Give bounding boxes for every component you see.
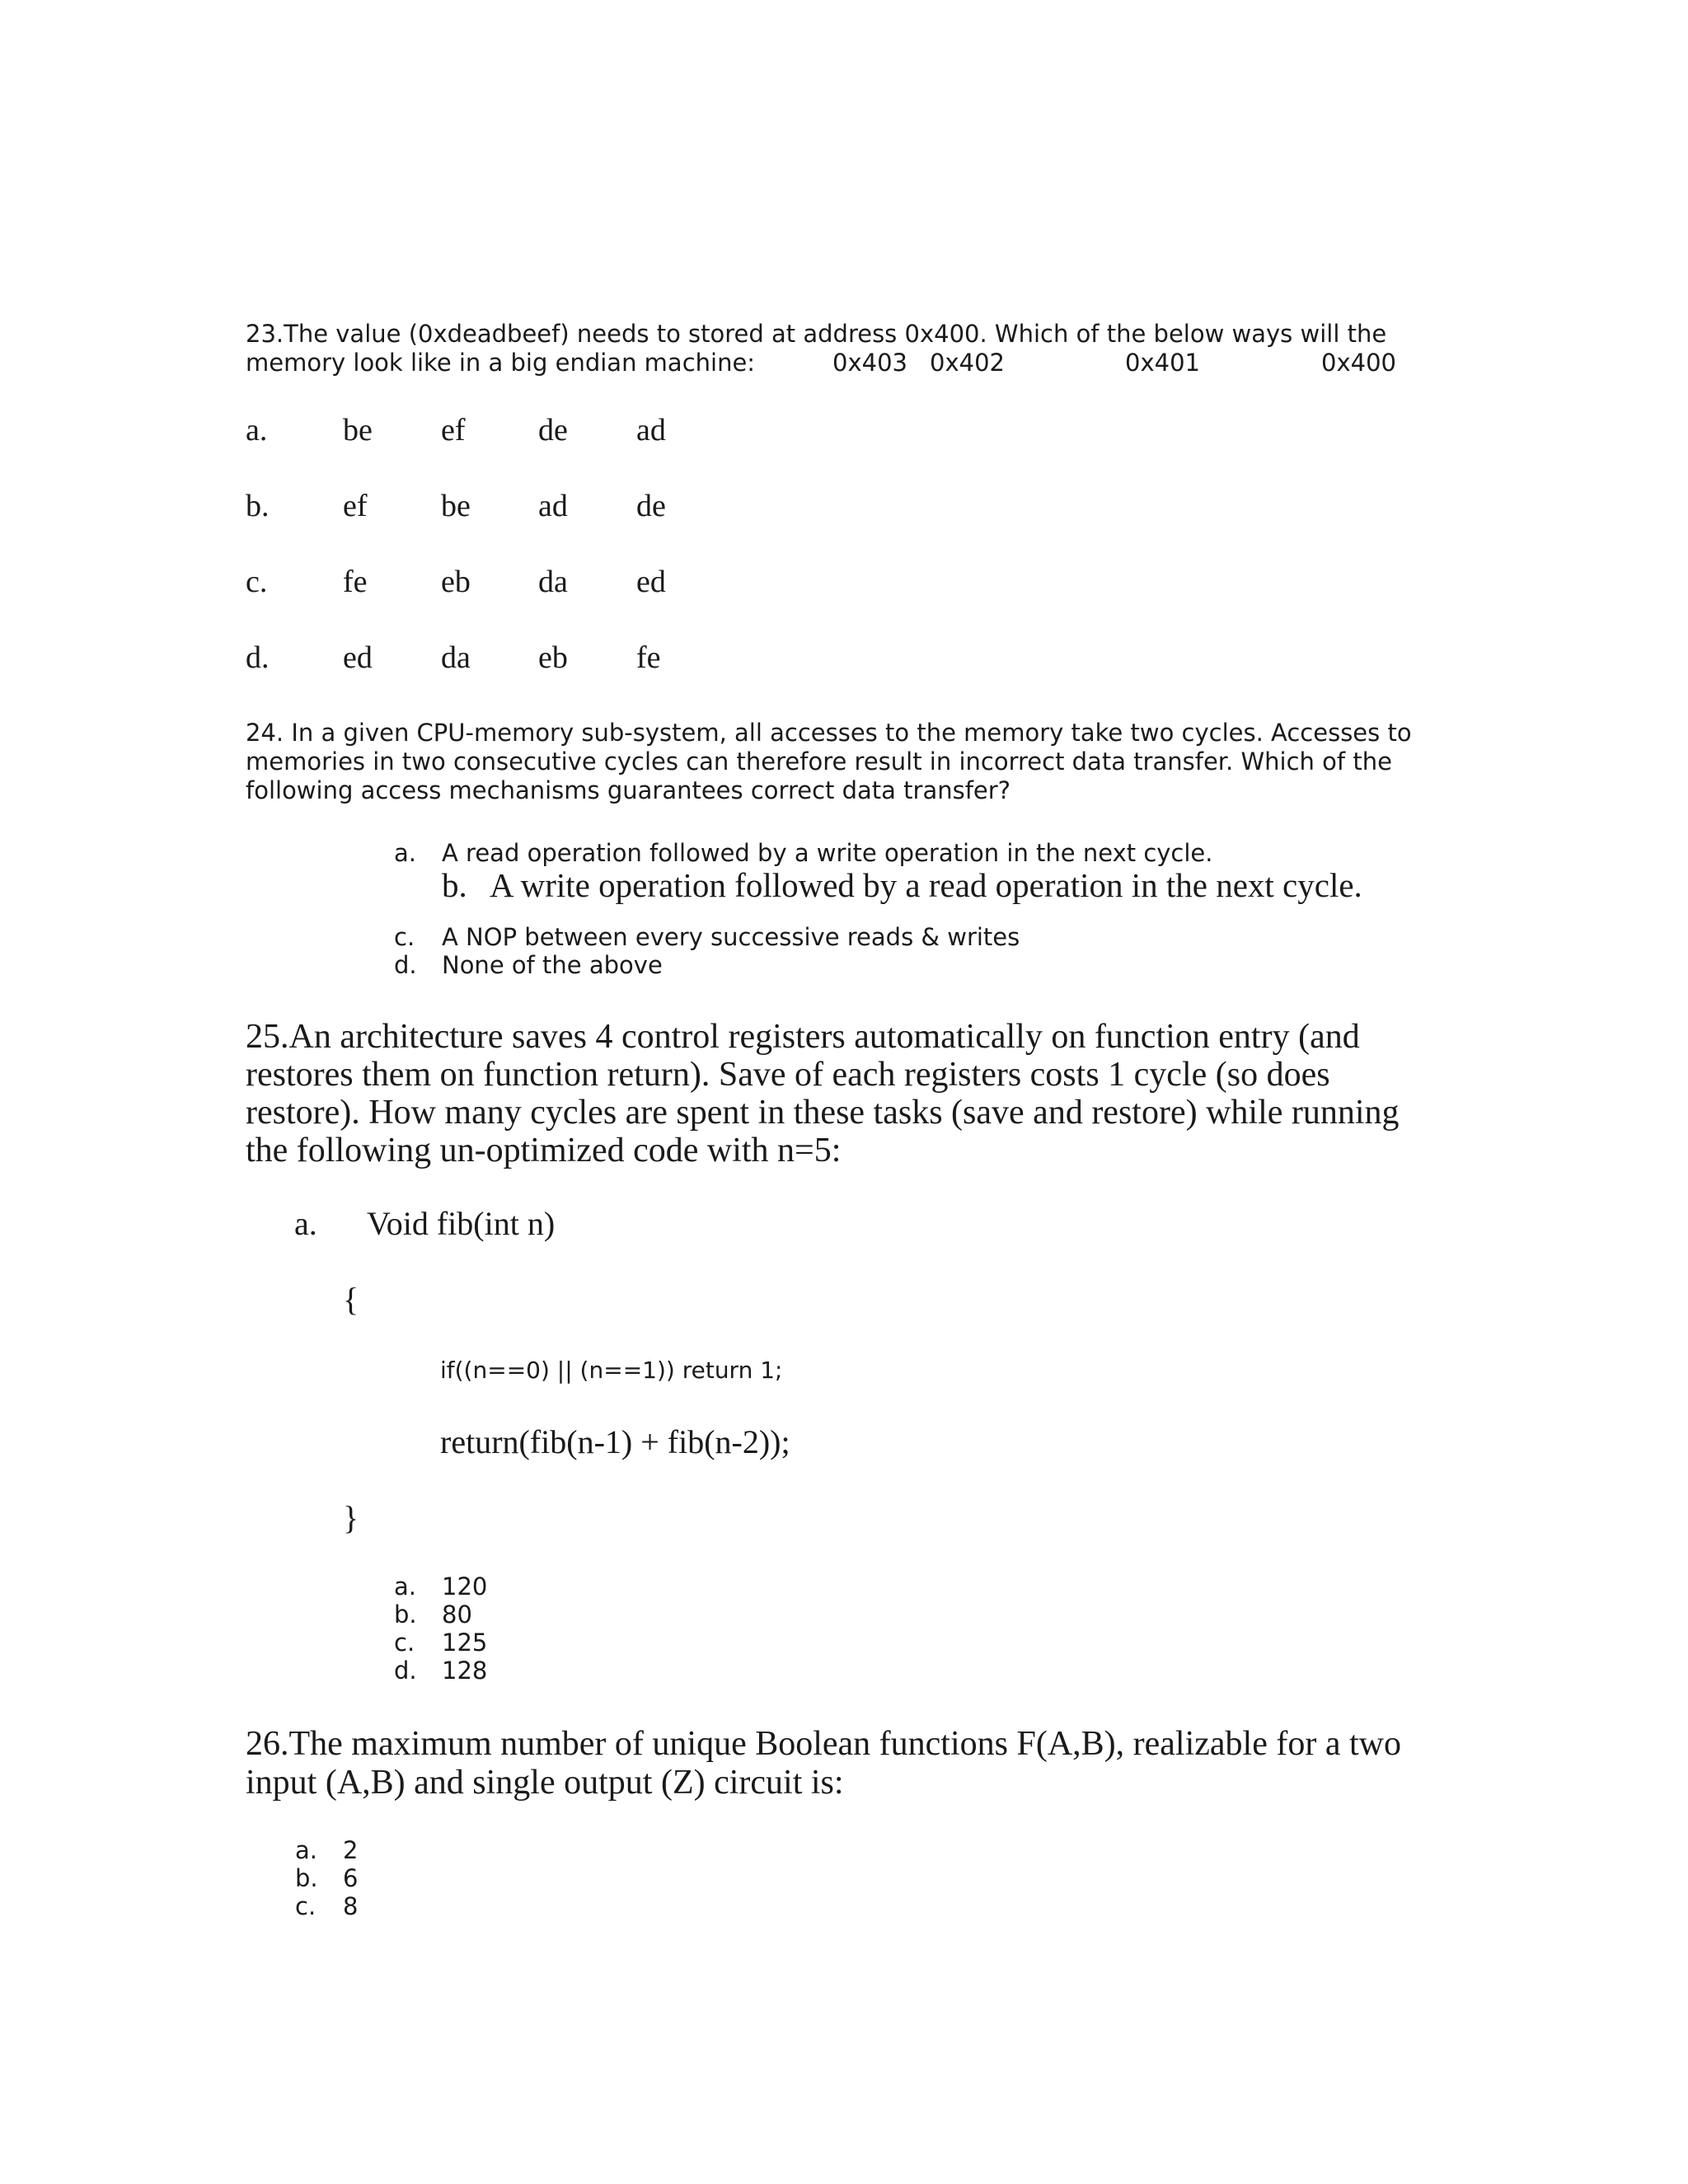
q25-option-a-text: 120 [442, 1572, 488, 1601]
code-line-2: return(fib(n-1) + fib(n-2)); [440, 1423, 790, 1460]
option-label: a. [246, 413, 268, 448]
byte-cell: de [636, 489, 666, 523]
byte-cell: ed [636, 565, 666, 599]
q26-option-a-text: 2 [343, 1836, 359, 1864]
byte-cell: eb [441, 565, 471, 599]
byte-cell: ad [636, 413, 666, 448]
address-label-0x400: 0x400 [1321, 349, 1396, 377]
address-label-0x401: 0x401 [1125, 349, 1200, 377]
question-25-text: 25.An architecture saves 4 control registers automatically on function entry (and restores them on function return). Save of each registers costs 1 cycle (so does restore). How many cycles are spent in these tasks (save and restore) while running the following un-optimized code with n=5: [246, 1018, 1400, 1169]
q25-option-d-text: 128 [442, 1657, 488, 1685]
code-open-brace: { [343, 1281, 359, 1318]
q24-option-d-text: None of the above [442, 951, 663, 979]
q25-option-a-label: a. [394, 1572, 416, 1601]
byte-cell: de [538, 413, 568, 448]
byte-cell: be [441, 489, 471, 523]
q24-option-c-label: c. [394, 923, 415, 951]
question-24-text: 24. In a given CPU-memory sub-system, all accesses to the memory take two cycles. Accesses to memories in two consecutive cycles can therefore result in incorrect data transfer. Which of the following access mechanisms guarantees correct data transfer? [246, 719, 1412, 804]
q24-option-d-label: d. [394, 951, 417, 979]
q24-option-c-text: A NOP between every successive reads & writes [442, 923, 1020, 951]
option-label: c. [246, 565, 268, 599]
address-label-0x403: 0x403 [832, 349, 907, 377]
q26-option-b-text: 6 [343, 1864, 359, 1892]
q25-option-c-label: c. [394, 1629, 415, 1657]
byte-cell: eb [538, 640, 568, 675]
q26-option-c-label: c. [295, 1892, 316, 1920]
q24-option-b-text: A write operation followed by a read operation in the next cycle. [490, 866, 1362, 904]
byte-cell: be [343, 413, 373, 448]
byte-cell: ef [343, 489, 368, 523]
option-label: d. [246, 640, 270, 675]
code-option-label: a. [294, 1205, 317, 1242]
q26-option-c-text: 8 [343, 1892, 359, 1920]
q24-option-a-label: a. [394, 839, 416, 867]
q25-option-b-label: b. [394, 1601, 417, 1629]
code-close-brace: } [343, 1499, 359, 1536]
byte-cell: ad [538, 489, 568, 523]
q24-option-b-label: b. [442, 866, 467, 904]
byte-cell: fe [343, 565, 368, 599]
q24-option-a-text: A read operation followed by a write operation in the next cycle. [442, 839, 1213, 867]
question-26-text: 26.The maximum number of unique Boolean functions F(A,B), realizable for a two input (A,B) and single output (Z) circuit is: [246, 1725, 1401, 1802]
q25-option-b-text: 80 [442, 1601, 472, 1629]
byte-cell: da [441, 640, 471, 675]
address-label-0x402: 0x402 [930, 349, 1005, 377]
code-signature: Void fib(int n) [367, 1205, 556, 1242]
code-line-1: if((n==0) || (n==1)) return 1; [440, 1357, 783, 1384]
byte-cell: da [538, 565, 568, 599]
q25-option-d-label: d. [394, 1657, 417, 1685]
q25-option-c-text: 125 [442, 1629, 488, 1657]
q26-option-b-label: b. [295, 1864, 318, 1892]
byte-cell: ed [343, 640, 373, 675]
byte-cell: ef [441, 413, 466, 448]
q26-option-a-label: a. [295, 1836, 317, 1864]
byte-cell: fe [636, 640, 661, 675]
option-label: b. [246, 489, 270, 523]
question-23-text: 23.The value (0xdeadbeef) needs to stored at address 0x400. Which of the below ways will the memory look like in a big endian machine: [246, 320, 1387, 377]
